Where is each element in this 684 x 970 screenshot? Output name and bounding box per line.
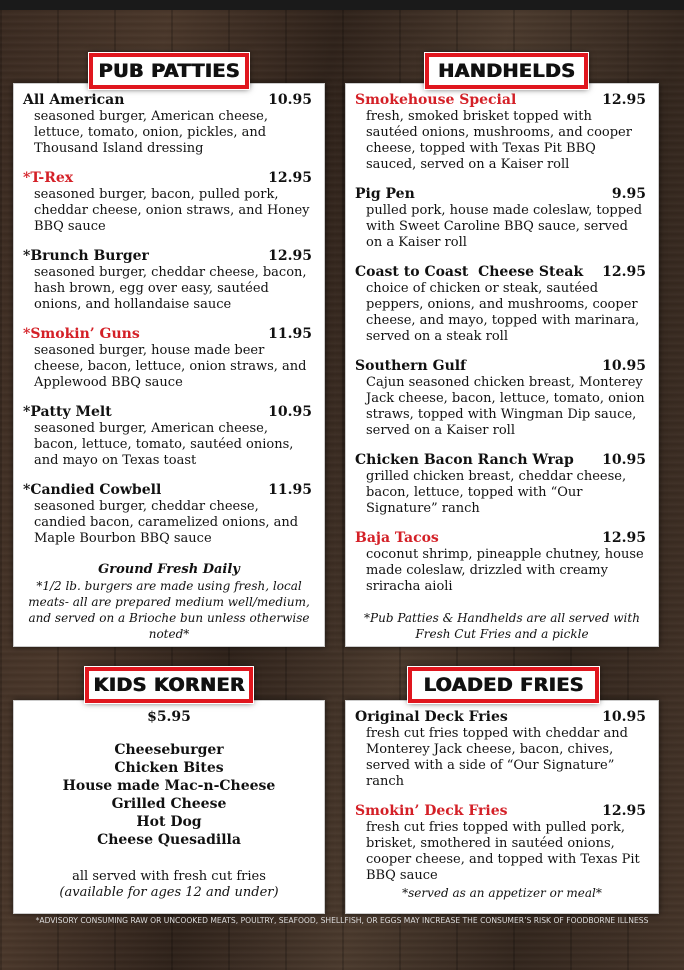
item-price: 9.95	[611, 186, 646, 202]
item-name: *Candied Cowbell	[23, 482, 162, 498]
item-price: 12.95	[602, 92, 646, 108]
item-name: Smokehouse Special	[355, 92, 517, 108]
loaded-fries-note: *served as an appetizer or meal*	[402, 886, 602, 900]
menu-item	[23, 248, 312, 313]
item-name: *Brunch Burger	[23, 248, 149, 264]
menu-item	[355, 452, 646, 517]
handhelds-list	[355, 92, 646, 608]
item-name: Smokin’ Deck Fries	[355, 803, 508, 819]
item-price: 12.95	[602, 264, 646, 280]
item-description: fresh cut fries topped with pulled pork, brisket, smothered in sautéed onions, cooper cheese, and topped with Texas Pit BBQ sauce	[366, 820, 640, 883]
kids-korner-panel	[13, 700, 325, 914]
pub-patties-title: PUB PATTIES	[89, 53, 249, 89]
loaded-fries-list	[355, 709, 646, 897]
item-name: Baja Tacos	[355, 530, 439, 546]
menu-item	[23, 482, 312, 547]
kids-served-text: all served with fresh cut fries	[72, 869, 266, 884]
kids-availability: (available for ages 12 and under)	[59, 885, 279, 900]
item-description: seasoned burger, bacon, pulled pork, cheddar cheese, onion straws, and Honey BBQ sauce	[34, 187, 310, 234]
menu-item	[23, 92, 312, 157]
note-title: Ground Fresh Daily	[98, 562, 240, 577]
item-price: 12.95	[268, 248, 312, 264]
kids-item: Cheeseburger	[114, 742, 224, 758]
item-name: Coast to Coast Cheese Steak	[355, 264, 584, 280]
item-name: All American	[23, 92, 125, 108]
menu-item	[355, 264, 646, 345]
handhelds-title: HANDHELDS	[425, 53, 588, 89]
item-description: choice of chicken or steak, sautéed peppers, onions, and mushrooms, cooper cheese, and mayo, topped with marinara, served on a steak roll	[366, 281, 640, 344]
note-text: *1/2 lb. burgers are made using fresh, local meats- all are prepared medium well/medium, and served on a Brioche bun unless otherwise noted*	[28, 579, 310, 641]
menu-item	[355, 186, 646, 251]
kids-item: Hot Dog	[136, 814, 202, 830]
item-name: *Smokin’ Guns	[23, 326, 140, 342]
item-description: seasoned burger, American cheese, bacon, lettuce, tomato, sautéed onions, and mayo on Texas toast	[34, 421, 294, 468]
item-price: 10.95	[602, 358, 646, 374]
item-name: *T-Rex	[23, 170, 74, 186]
advisory-footer: *ADVISORY CONSUMING RAW OR UNCOOKED MEATS, POULTRY, SEAFOOD, SHELLFISH, OR EGGS MAY INCREASE THE CONSUMER’S RISK OF FOODBORNE ILLNESS	[35, 916, 649, 925]
kids-item: House made Mac-n-Cheese	[62, 778, 276, 794]
pub-patties-note	[22, 562, 316, 642]
item-description: grilled chicken breast, cheddar cheese, bacon, lettuce, topped with “Our Signature” ranch	[366, 469, 627, 516]
item-price: 12.95	[602, 803, 646, 819]
menu-item	[355, 709, 646, 790]
handhelds-panel	[345, 83, 659, 647]
item-price: 12.95	[602, 530, 646, 546]
item-price: 10.95	[268, 404, 312, 420]
item-price: 11.95	[268, 482, 312, 498]
top-bar	[0, 0, 684, 10]
pub-patties-panel	[13, 83, 325, 647]
item-description: seasoned burger, American cheese, lettuce, tomato, onion, pickles, and Thousand Island dressing	[34, 109, 268, 156]
item-price: 11.95	[268, 326, 312, 342]
kids-price: $5.95	[147, 709, 191, 725]
item-price: 10.95	[268, 92, 312, 108]
item-description: seasoned burger, cheddar cheese, candied bacon, caramelized onions, and Maple Bourbon BBQ sauce	[34, 499, 299, 546]
item-price: 10.95	[602, 452, 646, 468]
loaded-fries-title: LOADED FRIES	[408, 667, 599, 703]
menu-item	[355, 530, 646, 595]
menu-item	[355, 803, 646, 884]
item-name: Pig Pen	[355, 186, 415, 202]
item-description: fresh cut fries topped with cheddar and Monterey Jack cheese, bacon, chives, served with a side of “Our Signature” ranch	[366, 726, 628, 789]
item-description: seasoned burger, cheddar cheese, bacon, hash brown, egg over easy, sautéed onions, and hollandaise sauce	[34, 265, 307, 312]
item-name: *Patty Melt	[23, 404, 112, 420]
item-name: Original Deck Fries	[355, 709, 508, 725]
pub-patties-list	[23, 92, 312, 560]
kids-item: Cheese Quesadilla	[97, 832, 241, 848]
kids-korner-title: KIDS KORNER	[85, 667, 253, 703]
item-price: 12.95	[268, 170, 312, 186]
menu-item	[23, 170, 312, 235]
item-description: Cajun seasoned chicken breast, Monterey Jack cheese, bacon, lettuce, tomato, onion straws, topped with Wingman Dip sauce, served on a Kaiser roll	[366, 375, 645, 438]
kids-item: Chicken Bites	[114, 760, 224, 776]
item-name: Chicken Bacon Ranch Wrap	[355, 452, 574, 468]
item-price: 10.95	[602, 709, 646, 725]
menu-item	[355, 358, 646, 439]
loaded-fries-panel	[345, 700, 659, 914]
kids-served-note	[14, 869, 324, 901]
kids-items-list	[14, 741, 324, 849]
item-description: seasoned burger, house made beer cheese, bacon, lettuce, onion straws, and Applewood BBQ sauce	[34, 343, 307, 390]
handhelds-note: *Pub Patties & Handhelds are all served with Fresh Cut Fries and a pickle	[364, 611, 640, 641]
menu-item	[23, 404, 312, 469]
item-name: Southern Gulf	[355, 358, 467, 374]
item-description: pulled pork, house made coleslaw, topped with Sweet Caroline BBQ sauce, served on a Kaiser roll	[366, 203, 643, 250]
menu-item	[23, 326, 312, 391]
kids-item: Grilled Cheese	[111, 796, 227, 812]
item-description: coconut shrimp, pineapple chutney, house made coleslaw, drizzled with creamy sriracha aioli	[366, 547, 644, 594]
item-description: fresh, smoked brisket topped with sautéed onions, mushrooms, and cooper cheese, topped with Texas Pit BBQ sauced, served on a Kaiser roll	[366, 109, 632, 172]
menu-item	[355, 92, 646, 173]
